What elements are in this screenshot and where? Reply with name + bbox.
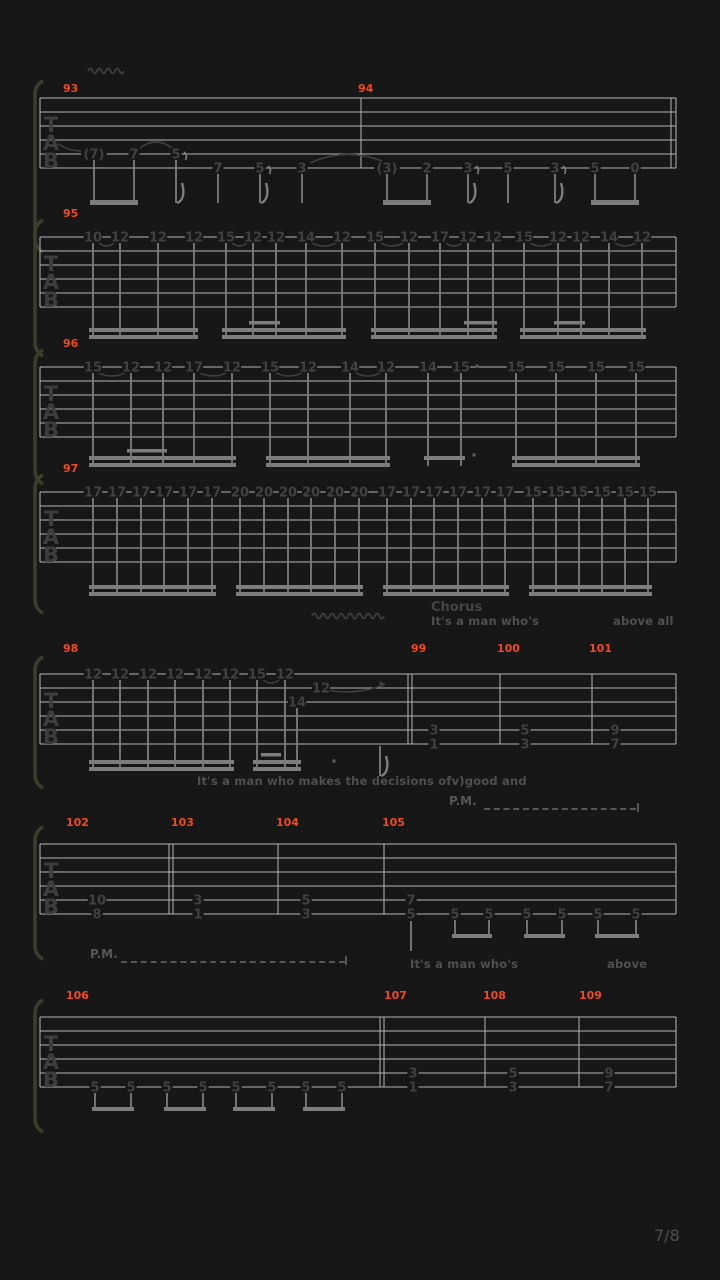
measure-number[interactable]: 97 <box>63 462 79 475</box>
fret-number: 12 <box>193 667 213 683</box>
beam <box>303 1107 345 1111</box>
fret-number: 12 <box>165 667 185 683</box>
measure-number[interactable]: 96 <box>63 337 79 350</box>
measure-number[interactable]: 98 <box>63 642 79 655</box>
eighth-flag <box>177 183 183 203</box>
fret-number: 17 <box>154 485 174 501</box>
fret-number: 5 <box>508 1066 518 1082</box>
fret-number: 12 <box>298 360 318 376</box>
palm-mute-label-2: P.M. <box>90 947 118 961</box>
fret-number: 3 <box>301 907 311 923</box>
tab-system-6[interactable] <box>35 816 676 959</box>
tab-system-4[interactable] <box>35 462 676 613</box>
vibrato-squiggle <box>312 614 384 619</box>
fret-number: 12 <box>110 230 130 246</box>
tab-clef-letter: A <box>42 707 60 731</box>
fret-number: 12 <box>376 360 396 376</box>
tab-clef-letter: A <box>42 525 60 549</box>
fret-number: 17 <box>430 230 450 246</box>
fret-number: 20 <box>230 485 250 501</box>
eighth-flag <box>469 183 475 203</box>
beam <box>452 934 492 938</box>
fret-number: 5 <box>406 907 416 923</box>
fret-number: 12 <box>311 681 331 697</box>
fret-number: 7 <box>610 737 620 753</box>
partial-beam <box>249 321 280 325</box>
fret-number: 5 <box>337 1080 347 1096</box>
fret-number: 14 <box>340 360 360 376</box>
fret-number: 20 <box>278 485 298 501</box>
tab-system-2[interactable] <box>35 207 676 356</box>
fret-number: 17 <box>424 485 444 501</box>
fret-number: 12 <box>184 230 204 246</box>
measure-number[interactable]: 103 <box>171 816 194 829</box>
fret-number: 8 <box>92 907 102 923</box>
fret-number: 12 <box>222 360 242 376</box>
fret-number: 7 <box>406 893 416 909</box>
fret-number: 3 <box>297 161 307 177</box>
beam <box>383 585 509 589</box>
fret-number: 12 <box>153 360 173 376</box>
eighth-flag <box>261 183 267 203</box>
beam <box>529 592 652 596</box>
fret-number: 12 <box>571 230 591 246</box>
fret-number: 1 <box>429 737 439 753</box>
measure-number[interactable]: 102 <box>66 816 89 829</box>
fret-number: 12 <box>548 230 568 246</box>
beam <box>89 767 234 771</box>
beam <box>233 1107 275 1111</box>
measure-number[interactable]: 101 <box>589 642 612 655</box>
beam <box>89 328 198 332</box>
measure-number[interactable]: 105 <box>382 816 405 829</box>
measure-number[interactable]: 93 <box>63 82 79 95</box>
tab-clef-letter: B <box>42 418 60 442</box>
beam <box>89 592 216 596</box>
fret-number: 5 <box>301 1080 311 1096</box>
fret-number: 1 <box>408 1080 418 1096</box>
fret-number: 5 <box>590 161 600 177</box>
fret-number: 5 <box>450 907 460 923</box>
fret-number: 3 <box>520 737 530 753</box>
fret-number: 5 <box>557 907 567 923</box>
flag-tick <box>476 166 478 174</box>
system-bracket <box>35 220 43 356</box>
palm-mute-label-1: P.M. <box>449 794 477 808</box>
system-bracket <box>35 350 43 484</box>
fret-number: 15 <box>83 360 103 376</box>
fret-number: 14 <box>287 695 307 711</box>
fret-number: 15 <box>592 485 612 501</box>
fret-number: 20 <box>349 485 369 501</box>
fret-number: 15 <box>546 485 566 501</box>
fret-number: 15 <box>260 360 280 376</box>
tab-clef-letter: A <box>42 1050 60 1074</box>
lyric-line-2: It's a man who makes the decisions ofv)good and <box>197 774 527 788</box>
fret-number: 15 <box>569 485 589 501</box>
system-bracket <box>35 827 43 959</box>
fret-number: 9 <box>610 723 620 739</box>
measure-number[interactable]: 107 <box>384 989 407 1002</box>
fret-number: 5 <box>484 907 494 923</box>
lyric-line-3-left: It's a man who's <box>410 957 519 971</box>
fret-number: 12 <box>83 667 103 683</box>
lyric-line-1-left: It's a man who's <box>431 614 540 628</box>
flag-tick <box>268 166 270 174</box>
fret-number: 17 <box>377 485 397 501</box>
fret-number: 14 <box>418 360 438 376</box>
fret-number: 17 <box>448 485 468 501</box>
tab-clef-letter: A <box>42 877 60 901</box>
rhythm-dot <box>475 364 478 367</box>
fret-number: 15 <box>523 485 543 501</box>
beam <box>90 200 138 205</box>
fret-number: 9 <box>604 1066 614 1082</box>
rhythm-dot <box>332 759 335 762</box>
fret-number: 5 <box>198 1080 208 1096</box>
fret-number: 5 <box>520 723 530 739</box>
fret-number: 15 <box>216 230 236 246</box>
palm-mute-dashed-line-2 <box>121 961 345 963</box>
beam <box>89 456 236 460</box>
fret-number: 17 <box>178 485 198 501</box>
fret-number: 12 <box>399 230 419 246</box>
tab-clef-letter: B <box>42 288 60 312</box>
slur-arc <box>310 154 382 163</box>
fret-number: 15 <box>514 230 534 246</box>
fret-number: 5 <box>162 1080 172 1096</box>
beam <box>89 760 234 764</box>
measure-number[interactable]: 108 <box>483 989 506 1002</box>
beam <box>253 767 301 771</box>
tab-clef-letter: T <box>43 689 59 713</box>
fret-number: 17 <box>401 485 421 501</box>
tab-clef-letter: B <box>42 1068 60 1092</box>
lyric-line-1-right: above all <box>613 614 674 628</box>
measure-number[interactable]: 109 <box>579 989 602 1002</box>
fret-number: 3 <box>408 1066 418 1082</box>
fret-number: 15 <box>247 667 267 683</box>
fret-number: 7 <box>213 161 223 177</box>
fret-number: 12 <box>243 230 263 246</box>
fret-number: 5 <box>267 1080 277 1096</box>
fret-number: 5 <box>231 1080 241 1096</box>
measure-number[interactable]: 99 <box>411 642 427 655</box>
eighth-flag <box>556 183 562 203</box>
beam <box>222 328 346 332</box>
beam <box>595 934 639 938</box>
page-indicator: 7/8 <box>654 1226 680 1245</box>
beam <box>253 760 301 764</box>
system-bracket <box>35 657 43 788</box>
tab-system-5[interactable] <box>35 642 676 788</box>
fret-number: 12 <box>148 230 168 246</box>
section-label-chorus: Chorus <box>431 600 483 615</box>
fret-number: 15 <box>451 360 471 376</box>
beam <box>424 456 465 460</box>
beam <box>520 328 646 332</box>
beam <box>383 592 509 596</box>
fret-number: 5 <box>126 1080 136 1096</box>
fret-number: 17 <box>202 485 222 501</box>
beam <box>164 1107 206 1111</box>
fret-number: 5 <box>171 147 181 163</box>
beam <box>89 585 216 589</box>
fret-number: 15 <box>615 485 635 501</box>
system-bracket <box>35 1000 43 1132</box>
fret-number: 12 <box>138 667 158 683</box>
flag-tick <box>184 152 186 160</box>
fret-number: 0 <box>630 161 640 177</box>
fret-number: 17 <box>83 485 103 501</box>
fret-number: 12 <box>458 230 478 246</box>
beam <box>266 463 390 467</box>
fret-number: 3 <box>193 893 203 909</box>
beam <box>89 463 236 467</box>
beam <box>371 328 497 332</box>
tab-clef-letter: B <box>42 543 60 567</box>
fret-number: 20 <box>325 485 345 501</box>
eighth-flag <box>381 756 387 776</box>
fret-number: 5 <box>301 893 311 909</box>
measure-number[interactable]: 100 <box>497 642 520 655</box>
measure-number[interactable]: 95 <box>63 207 79 220</box>
tab-clef-letter: T <box>43 1032 59 1056</box>
fret-number: 17 <box>107 485 127 501</box>
measure-number[interactable]: 104 <box>276 816 299 829</box>
beam <box>520 335 646 339</box>
slur-arc <box>140 142 172 148</box>
fret-number: 7 <box>129 147 139 163</box>
fret-number: 3 <box>508 1080 518 1096</box>
beam <box>236 585 363 589</box>
fret-number: 10 <box>87 893 107 909</box>
partial-beam <box>554 321 585 325</box>
fret-number: 5 <box>503 161 513 177</box>
beam <box>591 200 639 205</box>
measure-number[interactable]: 106 <box>66 989 89 1002</box>
fret-number: 15 <box>638 485 658 501</box>
fret-number: (3) <box>376 161 398 177</box>
palm-mute-dashed-line-1 <box>484 808 636 810</box>
tab-clef-letter: T <box>43 382 59 406</box>
fret-number: 15 <box>365 230 385 246</box>
fret-number: 12 <box>275 667 295 683</box>
fret-number: 3 <box>429 723 439 739</box>
beam <box>512 463 640 467</box>
tab-system-3[interactable] <box>35 337 676 484</box>
fret-number: 20 <box>301 485 321 501</box>
fret-number: 2 <box>422 161 432 177</box>
flag-tick <box>563 166 565 174</box>
fret-number: 3 <box>463 161 473 177</box>
fret-number: 17 <box>472 485 492 501</box>
system-bracket <box>35 475 43 613</box>
palm-mute-end-tick-1 <box>637 803 639 812</box>
fret-number: 15 <box>546 360 566 376</box>
beam <box>529 585 652 589</box>
tab-clef-letter: A <box>42 131 60 155</box>
tab-system-1[interactable] <box>35 81 676 252</box>
lyric-line-3-right: above <box>607 957 648 971</box>
fret-number: 17 <box>495 485 515 501</box>
palm-mute-end-tick-2 <box>345 956 347 965</box>
fret-number: 5 <box>631 907 641 923</box>
fret-number: 10 <box>83 230 103 246</box>
tab-clef-letter: T <box>43 113 59 137</box>
fret-number: 5 <box>90 1080 100 1096</box>
beam <box>92 1107 134 1111</box>
fret-number: 17 <box>184 360 204 376</box>
fret-number: 12 <box>121 360 141 376</box>
beam <box>89 335 198 339</box>
fret-number: 15 <box>506 360 526 376</box>
fret-number: 7 <box>604 1080 614 1096</box>
fret-number: 5 <box>255 161 265 177</box>
fret-number: 5 <box>593 907 603 923</box>
tab-system-7[interactable] <box>35 989 676 1132</box>
rhythm-dot <box>472 453 475 456</box>
beam <box>371 335 497 339</box>
partial-beam <box>261 753 281 757</box>
fret-number: 15 <box>586 360 606 376</box>
tab-clef-letter: T <box>43 252 59 276</box>
partial-beam <box>127 449 167 453</box>
vibrato-squiggle <box>88 69 124 74</box>
beam <box>512 456 640 460</box>
fret-number: 3 <box>550 161 560 177</box>
tab-clef-letter: T <box>43 507 59 531</box>
fret-number: 12 <box>332 230 352 246</box>
partial-beam <box>464 321 497 325</box>
tab-clef-letter: A <box>42 400 60 424</box>
tab-clef-letter: B <box>42 149 60 173</box>
fret-number: 1 <box>193 907 203 923</box>
beam <box>383 200 431 205</box>
fret-number: 20 <box>254 485 274 501</box>
tab-clef-letter: T <box>43 859 59 883</box>
fret-number: 12 <box>632 230 652 246</box>
fret-number: 15 <box>626 360 646 376</box>
fret-number: (7) <box>83 147 105 163</box>
beam <box>236 592 363 596</box>
fret-number: 17 <box>131 485 151 501</box>
fret-number: 12 <box>483 230 503 246</box>
tab-clef-letter: B <box>42 725 60 749</box>
fret-number: 14 <box>599 230 619 246</box>
beam <box>266 456 390 460</box>
tab-clef-letter: A <box>42 270 60 294</box>
beam <box>524 934 565 938</box>
measure-number[interactable]: 94 <box>358 82 374 95</box>
beam <box>222 335 346 339</box>
fret-number: 5 <box>522 907 532 923</box>
fret-number: 14 <box>296 230 316 246</box>
tab-clef-letter: B <box>42 895 60 919</box>
fret-number: 12 <box>220 667 240 683</box>
fret-number: 12 <box>266 230 286 246</box>
fret-number: 12 <box>110 667 130 683</box>
